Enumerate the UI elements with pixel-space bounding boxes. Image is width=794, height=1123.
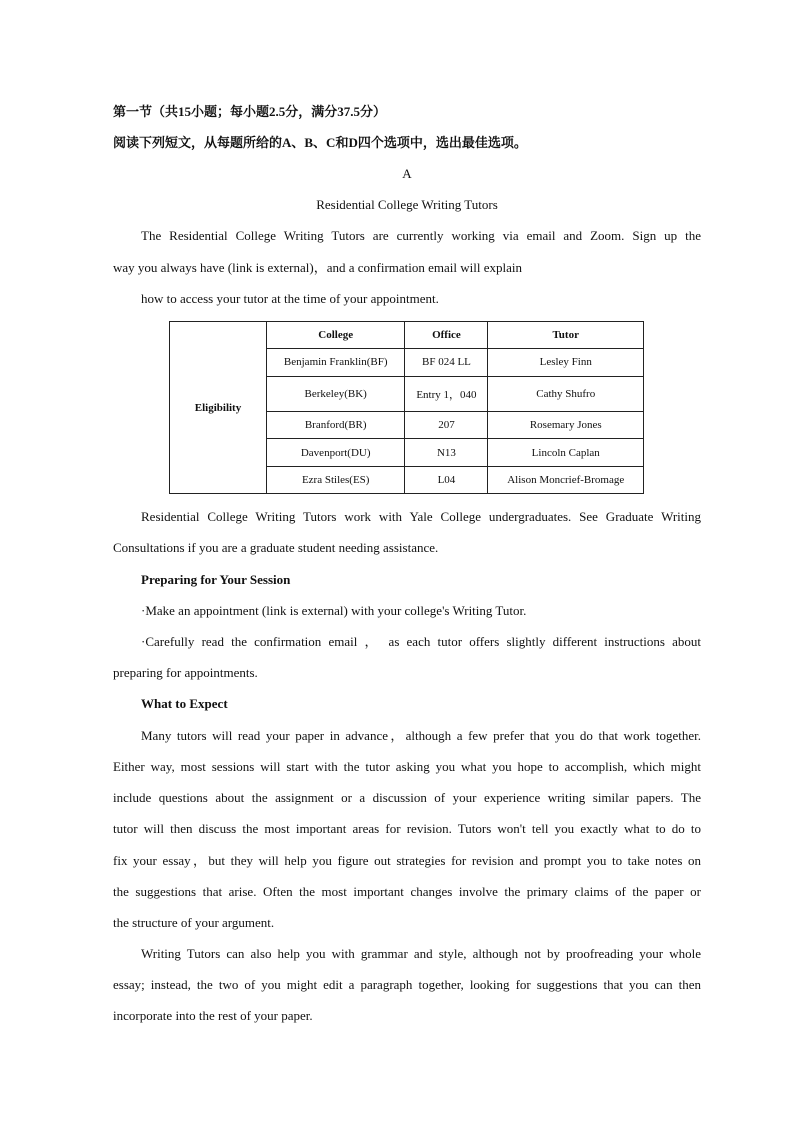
column-header-college: College <box>267 322 405 349</box>
table-cell: BF 024 LL <box>405 349 488 376</box>
expect-p1-line: tutor will then discuss the most important areas for revision. Tutors won't tell you exactly what to do to <box>113 821 701 836</box>
intro-line-1: The Residential College Writing Tutors are currently working via email and Zoom. Sign up the <box>141 228 701 243</box>
eligibility-table <box>169 321 644 494</box>
passage-letter: A <box>402 166 412 181</box>
note-line-2: Consultations if you are a graduate student needing assistance. <box>113 540 439 555</box>
intro-line-2: way you always have (link is external)，and a confirmation email will explain <box>113 260 523 275</box>
table-cell: Lesley Finn <box>488 349 644 376</box>
column-header-office: Office <box>405 322 488 349</box>
expect-heading: What to Expect <box>141 696 228 711</box>
preparing-bullet-2-line-1: ·Carefully read the confirmation email ， as each tutor offers slightly different instructions about <box>141 634 701 649</box>
preparing-heading: Preparing for Your Session <box>141 572 291 587</box>
table-cell: N13 <box>405 439 488 466</box>
table-cell: Ezra Stiles(ES) <box>267 466 405 493</box>
expect-p1-line: the suggestions that arise. Often the most important changes involve the primary claims of the paper or <box>113 884 701 899</box>
intro-line-3: how to access your tutor at the time of your appointment. <box>141 291 439 306</box>
preparing-bullet-1: ·Make an appointment (link is external) with your college's Writing Tutor. <box>141 603 527 618</box>
expect-p1-line: Either way, most sessions will start with the tutor asking you what you hope to accomplish, which might <box>113 759 701 774</box>
expect-p1-line: fix your essay，but they will help you figure out strategies for revision and prompt you to take notes on <box>113 853 701 868</box>
expect-p1-line: include questions about the assignment or a discussion of your experience writing similar papers. The <box>113 790 701 805</box>
table-cell: Lincoln Caplan <box>488 439 644 466</box>
note-line-1: Residential College Writing Tutors work with Yale College undergraduates. See Graduate Writing <box>141 509 701 524</box>
section-header: 第一节（共15小题；每小题2.5分，满分37.5分） <box>113 104 387 119</box>
instructions: 阅读下列短文，从每题所给的A、B、C和D四个选项中，选出最佳选项。 <box>113 135 527 150</box>
table-cell: 207 <box>405 412 488 439</box>
expect-p2-line: incorporate into the rest of your paper. <box>113 1008 313 1023</box>
passage-title: Residential College Writing Tutors <box>316 197 498 212</box>
expect-p2-line: essay; instead, the two of you might edit a paragraph together, looking for suggestions that you can then <box>113 977 701 992</box>
table-cell: Benjamin Franklin(BF) <box>267 349 405 376</box>
table-cell: Berkeley(BK) <box>267 376 405 412</box>
column-header-tutor: Tutor <box>488 322 644 349</box>
table-cell: Cathy Shufro <box>488 376 644 412</box>
preparing-bullet-2-line-2: preparing for appointments. <box>113 665 258 680</box>
eligibility-label: Eligibility <box>170 322 267 494</box>
table-cell: Alison Moncrief-Bromage <box>488 466 644 493</box>
table-cell: Davenport(DU) <box>267 439 405 466</box>
expect-p2-line: Writing Tutors can also help you with grammar and style, although not by proofreading your whole <box>141 946 701 961</box>
expect-p1-line: Many tutors will read your paper in advance，although a few prefer that you do that work together. <box>141 728 701 743</box>
table-cell: Rosemary Jones <box>488 412 644 439</box>
table-header-row <box>170 322 644 349</box>
expect-p1-line: the structure of your argument. <box>113 915 275 930</box>
table-cell: L04 <box>405 466 488 493</box>
table-cell: Entry 1，040 <box>405 376 488 412</box>
table-cell: Branford(BR) <box>267 412 405 439</box>
